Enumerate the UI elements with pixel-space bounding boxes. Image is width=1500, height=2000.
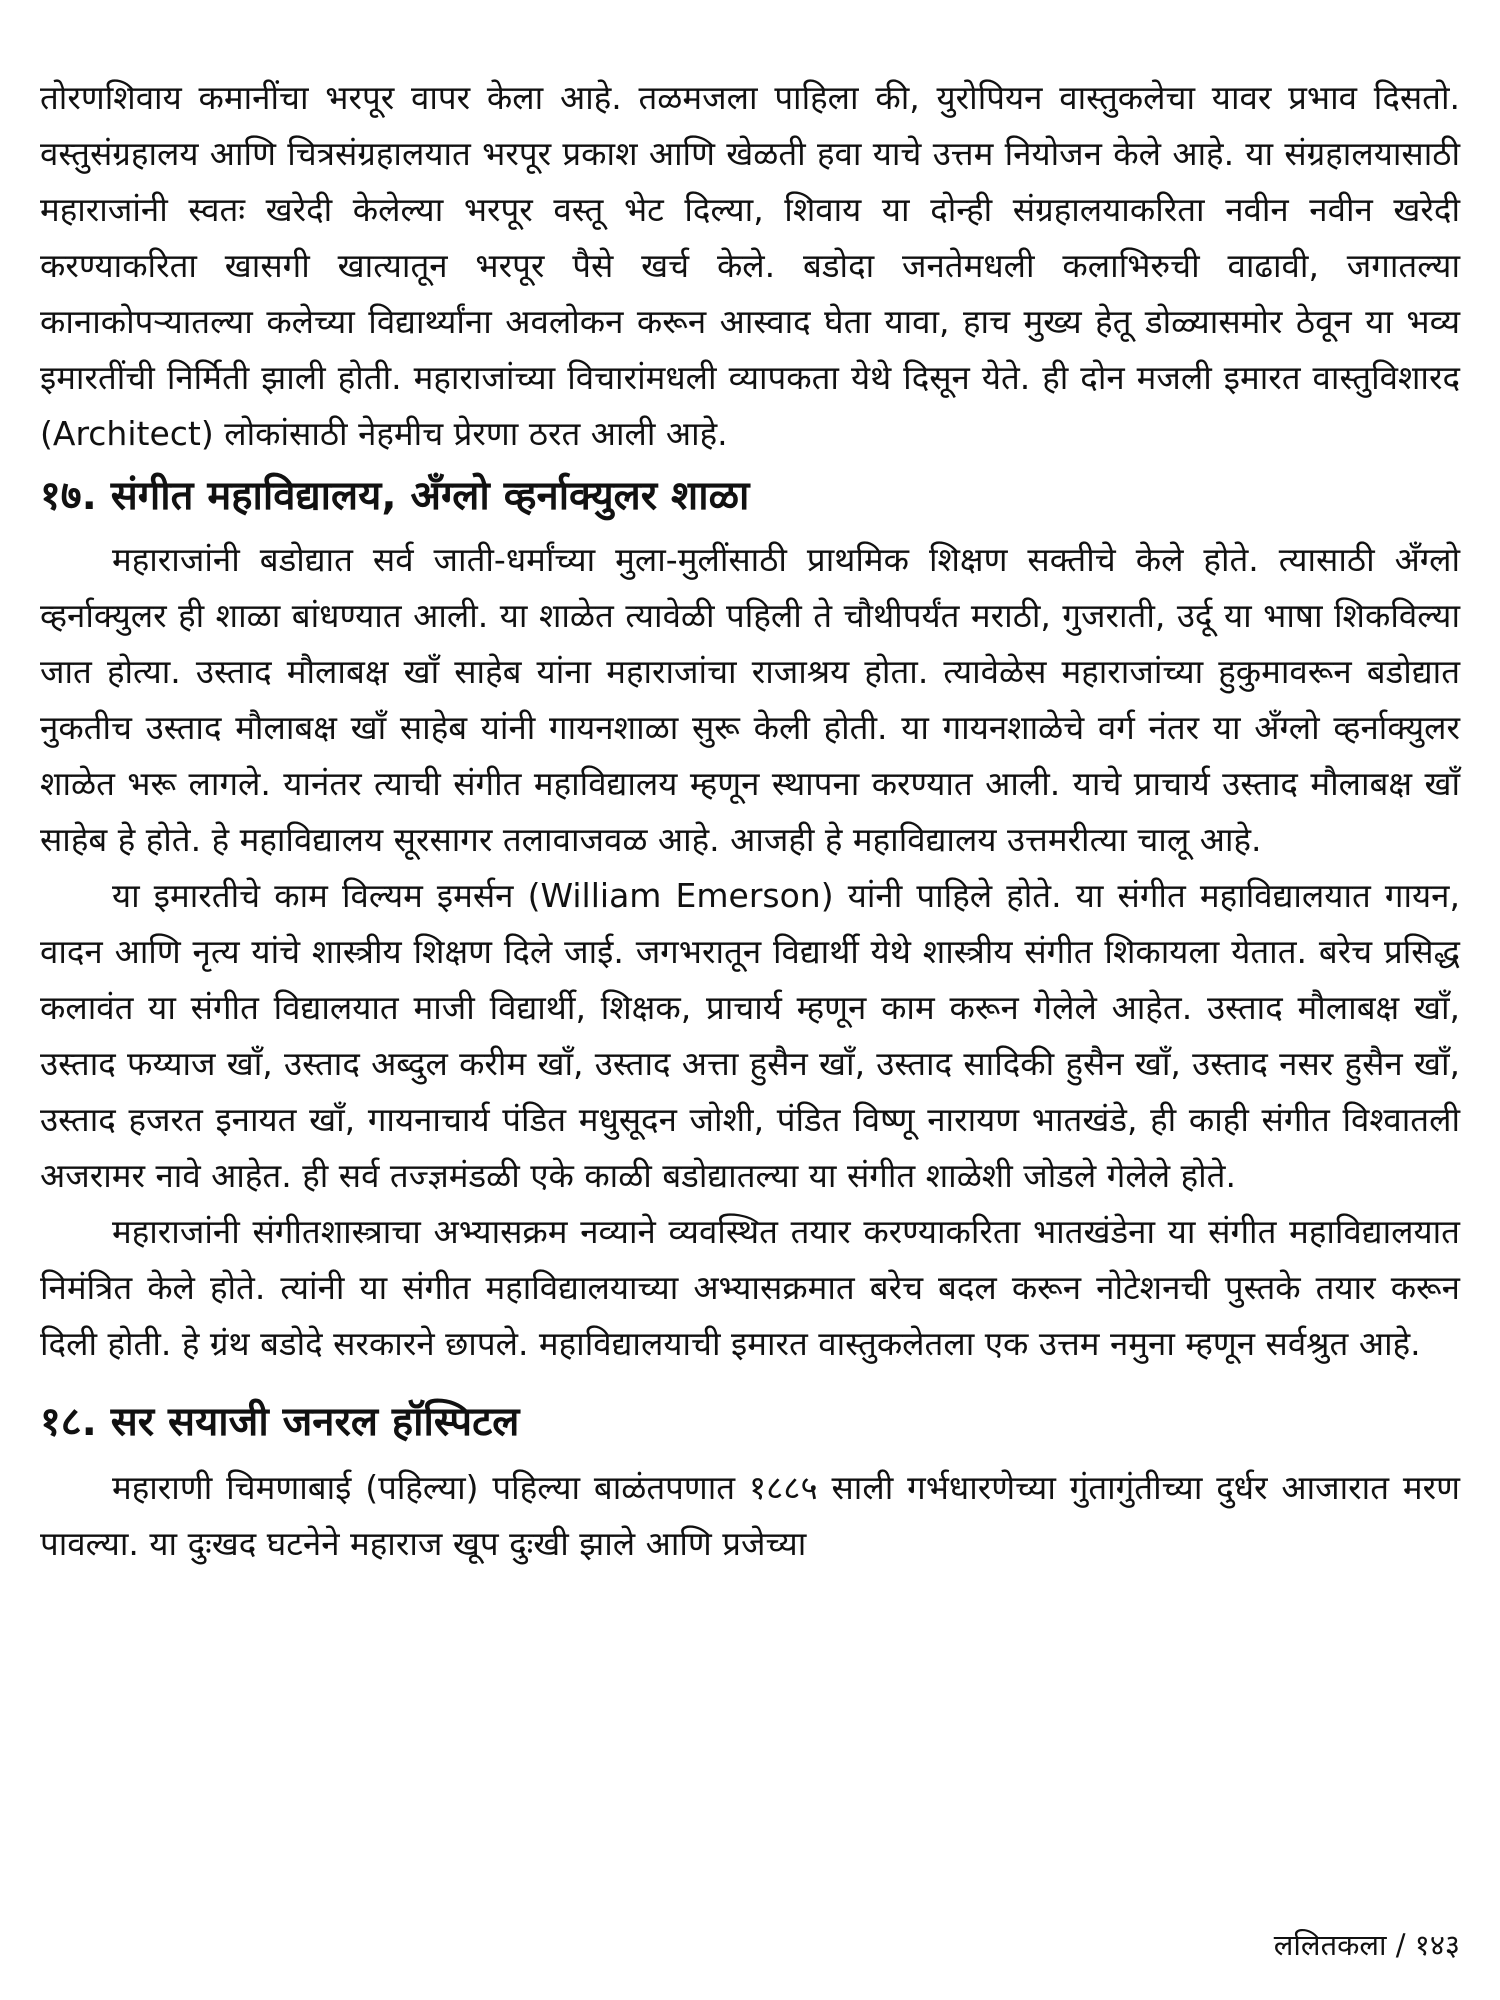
section-17-heading: १७. संगीत महाविद्यालय, अँग्लो व्हर्नाक्युलर शाळा <box>40 473 750 519</box>
section-17-paragraph-2: या इमारतीचे काम विल्यम इमर्सन (William Emerson) यांनी पाहिले होते. या संगीत महाविद्यालयात गायन, वादन आणि नृत्य यांचे शास्त्रीय शिक्षण दिले जाई. जगभरातून विद्यार्थी येथे शास्त्रीय संगीत शिकायला येतात. बरेच प्रसिद्ध कलावंत या संगीत विद्यालयात माजी विद्यार्थी, शिक्षक, प्राचार्य म्हणून काम करून गेलेले आहेत. उस्ताद मौलाबक्ष खाँ, उस्ताद फय्याज खाँ, उस्ताद अब्दुल करीम खाँ, उस्ताद अत्ता हुसैन खाँ, उस्ताद सादिकी हुसैन खाँ, उस्ताद नसर हुसैन खाँ, उस्ताद हजरत इनायत खाँ, गायनाचार्य पंडित मधुसूदन जोशी, पंडित विष्णू नारायण भातखंडे, ही काही संगीत विश्वातली अजरामर नावे आहेत. ही सर्व तज्ज्ञमंडळी एके काळी बडोद्यातल्या या संगीत शाळेशी जोडले गेलेले होते. <box>40 876 1460 1195</box>
intro-paragraph: तोरणशिवाय कमानींचा भरपूर वापर केला आहे. तळमजला पाहिला की, युरोपियन वास्तुकलेचा यावर प्रभाव दिसतो. वस्तुसंग्रहालय आणि चित्रसंग्रहालयात भरपूर प्रकाश आणि खेळती हवा याचे उत्तम नियोजन केले आहे. या संग्रहालयासाठी महाराजांनी स्वतः खरेदी केलेल्या भरपूर वस्तू भेट दिल्या, शिवाय या दोन्ही संग्रहालयाकरिता नवीन नवीन खरेदी करण्याकरिता खासगी खात्यातून भरपूर पैसे खर्च केले. बडोदा जनतेमधली कलाभिरुची वाढावी, जगातल्या कानाकोपऱ्यातल्या कलेच्या विद्यार्थ्यांना अवलोकन करून आस्वाद घेता यावा, हाच मुख्य हेतू डोळ्यासमोर ठेवून या भव्य इमारतींची निर्मिती झाली होती. महाराजांच्या विचारांमधली व्यापकता येथे दिसून येते. ही दोन मजली इमारत वास्तुविशारद (Architect) लोकांसाठी नेहमीच प्रेरणा ठरत आली आहे. <box>40 78 1460 453</box>
section-17-paragraph-3: महाराजांनी संगीतशास्त्राचा अभ्यासक्रम नव्याने व्यवस्थित तयार करण्याकरिता भातखंडेना या संगीत महाविद्यालयात निमंत्रित केले होते. त्यांनी या संगीत महाविद्यालयाच्या अभ्यासक्रमात बरेच बदल करून नोटेशनची पुस्तके तयार करून दिली होती. हे ग्रंथ बडोदे सरकारने छापले. महाविद्यालयाची इमारत वास्तुकलेतला एक उत्तम नमुना म्हणून सर्वश्रुत आहे. <box>40 1212 1460 1363</box>
section-17-paragraph-1: महाराजांनी बडोद्यात सर्व जाती-धर्मांच्या मुला-मुलींसाठी प्राथमिक शिक्षण सक्तीचे केले होते. त्यासाठी अँग्लो व्हर्नाक्युलर ही शाळा बांधण्यात आली. या शाळेत त्यावेळी पहिली ते चौथीपर्यंत मराठी, गुजराती, उर्दू या भाषा शिकविल्या जात होत्या. उस्ताद मौलाबक्ष खाँ साहेब यांना महाराजांचा राजाश्रय होता. त्यावेळेस महाराजांच्या हुकुमावरून बडोद्यात नुकतीच उस्ताद मौलाबक्ष खाँ साहेब यांनी गायनशाळा सुरू केली होती. या गायनशाळेचे वर्ग नंतर या अँग्लो व्हर्नाक्युलर शाळेत भरू लागले. यानंतर त्याची संगीत महाविद्यालय म्हणून स्थापना करण्यात आली. याचे प्राचार्य उस्ताद मौलाबक्ष खाँ साहेब हे होते. हे महाविद्यालय सूरसागर तलावाजवळ आहे. आजही हे महाविद्यालय उत्तमरीत्या चालू आहे. <box>40 540 1460 859</box>
section-18-heading: १८. सर सयाजी जनरल हॉस्पिटल <box>40 1399 520 1445</box>
page-footer: ललितकला / १४३ <box>1273 1928 1460 1962</box>
section-18-paragraph-1: महाराणी चिमणाबाई (पहिल्या) पहिल्या बाळंतपणात १८८५ साली गर्भधारणेच्या गुंतागुंतीच्या दुर्धर आजारात मरण पावल्या. या दुःखद घटनेने महाराज खूप दुःखी झाले आणि प्रजेच्या <box>40 1468 1460 1563</box>
document-page <box>40 70 1460 1970</box>
